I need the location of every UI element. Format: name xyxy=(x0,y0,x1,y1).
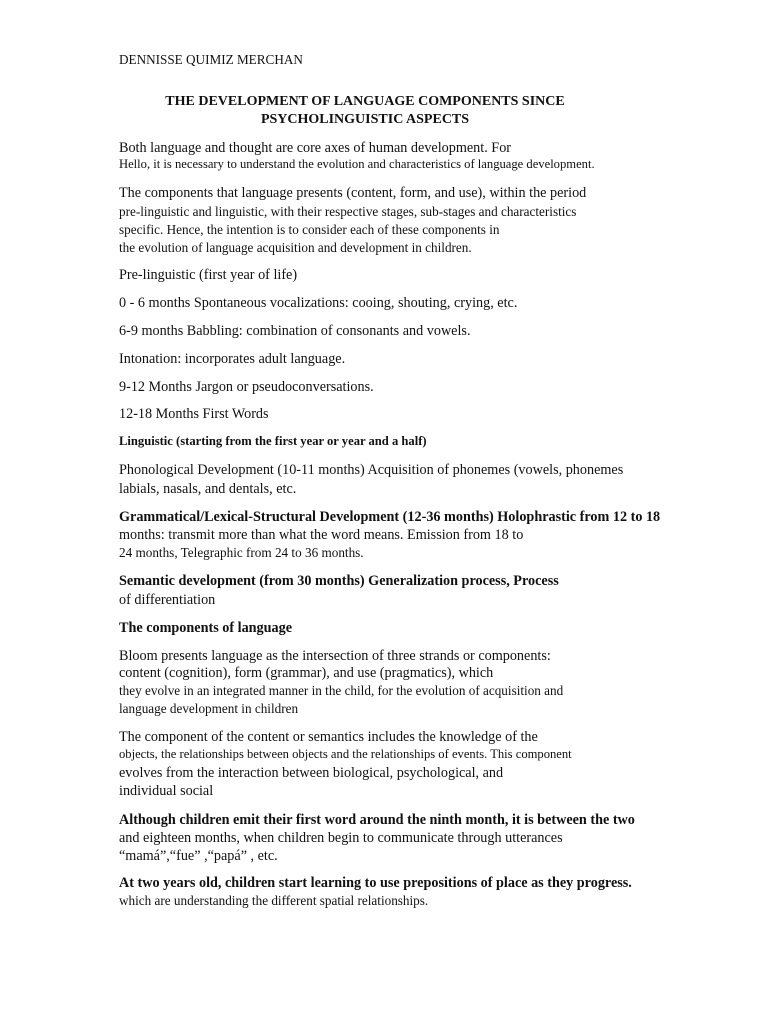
first-word-line-2: and eighteen months, when children begin to communicate through utterances xyxy=(119,830,563,846)
intro-line-1: Both language and thought are core axes of human development. For xyxy=(119,140,512,156)
components-para-line-4: the evolution of language acquisition and development in children. xyxy=(119,240,472,255)
stage-12-18-months: 12-18 Months First Words xyxy=(119,406,269,422)
content-component-line-1: The component of the content or semantics includes the knowledge of the xyxy=(119,729,538,745)
intro-line-2: Hello, it is necessary to understand the evolution and characteristics of language development. xyxy=(119,157,595,171)
stage-6-9-months: 6-9 months Babbling: combination of consonants and vowels. xyxy=(119,323,471,339)
components-para-line-1: The components that language presents (content, form, and use), within the period xyxy=(119,185,587,201)
grammatical-line-3: 24 months, Telegraphic from 24 to 36 months. xyxy=(119,545,364,560)
two-years-line-1: At two years old, children start learning to use prepositions of place as they progress. xyxy=(119,875,632,891)
content-component-line-4: individual social xyxy=(119,783,214,799)
two-years-line-2: which are understanding the different spatial relationships. xyxy=(119,893,429,908)
components-para-line-3: specific. Hence, the intention is to consider each of these components in xyxy=(119,222,500,237)
document-title-line-1: THE DEVELOPMENT OF LANGUAGE COMPONENTS SINCE xyxy=(165,94,565,109)
stage-0-6-months: 0 - 6 months Spontaneous vocalizations: cooing, shouting, crying, etc. xyxy=(119,295,518,311)
grammatical-line-1: Grammatical/Lexical-Structural Development (12-36 months) Holophrastic from 12 to 18 xyxy=(119,509,661,525)
prelinguistic-heading: Pre-linguistic (first year of life) xyxy=(119,267,298,283)
grammatical-line-2: months: transmit more than what the word means. Emission from 18 to xyxy=(119,527,524,543)
content-component-line-3: evolves from the interaction between biological, psychological, and xyxy=(119,765,504,781)
document-title-line-2: PSYCHOLINGUISTIC ASPECTS xyxy=(260,112,470,127)
stage-9-12-months: 9-12 Months Jargon or pseudoconversations. xyxy=(119,379,374,395)
bloom-line-4: language development in children xyxy=(119,701,299,716)
bloom-line-3: they evolve in an integrated manner in the child, for the evolution of acquisition and xyxy=(119,683,564,698)
semantic-line-2: of differentiation xyxy=(119,592,216,608)
author-name: DENNISSE QUIMIZ MERCHAN xyxy=(119,52,303,67)
linguistic-heading: Linguistic (starting from the first year or year and a half) xyxy=(119,434,427,448)
intonation-line: Intonation: incorporates adult language. xyxy=(119,351,346,367)
first-word-line-1: Although children emit their first word around the ninth month, it is between the two xyxy=(119,812,635,828)
phonological-line-2: labials, nasals, and dentals, etc. xyxy=(119,481,297,497)
bloom-line-2: content (cognition), form (grammar), and use (pragmatics), which xyxy=(119,665,494,681)
components-heading: The components of language xyxy=(119,620,293,636)
semantic-line-1: Semantic development (from 30 months) Generalization process, Process xyxy=(119,573,559,589)
content-component-line-2: objects, the relationships between objects and the relationships of events. This component xyxy=(119,747,572,761)
components-para-line-2: pre-linguistic and linguistic, with their respective stages, sub-stages and characteristics xyxy=(119,204,577,219)
phonological-line-1: Phonological Development (10-11 months) Acquisition of phonemes (vowels, phonemes xyxy=(119,462,624,478)
bloom-line-1: Bloom presents language as the intersection of three strands or components: xyxy=(119,648,551,664)
first-word-line-3: “mamá”,“fue” ,“papá” , etc. xyxy=(119,848,278,864)
